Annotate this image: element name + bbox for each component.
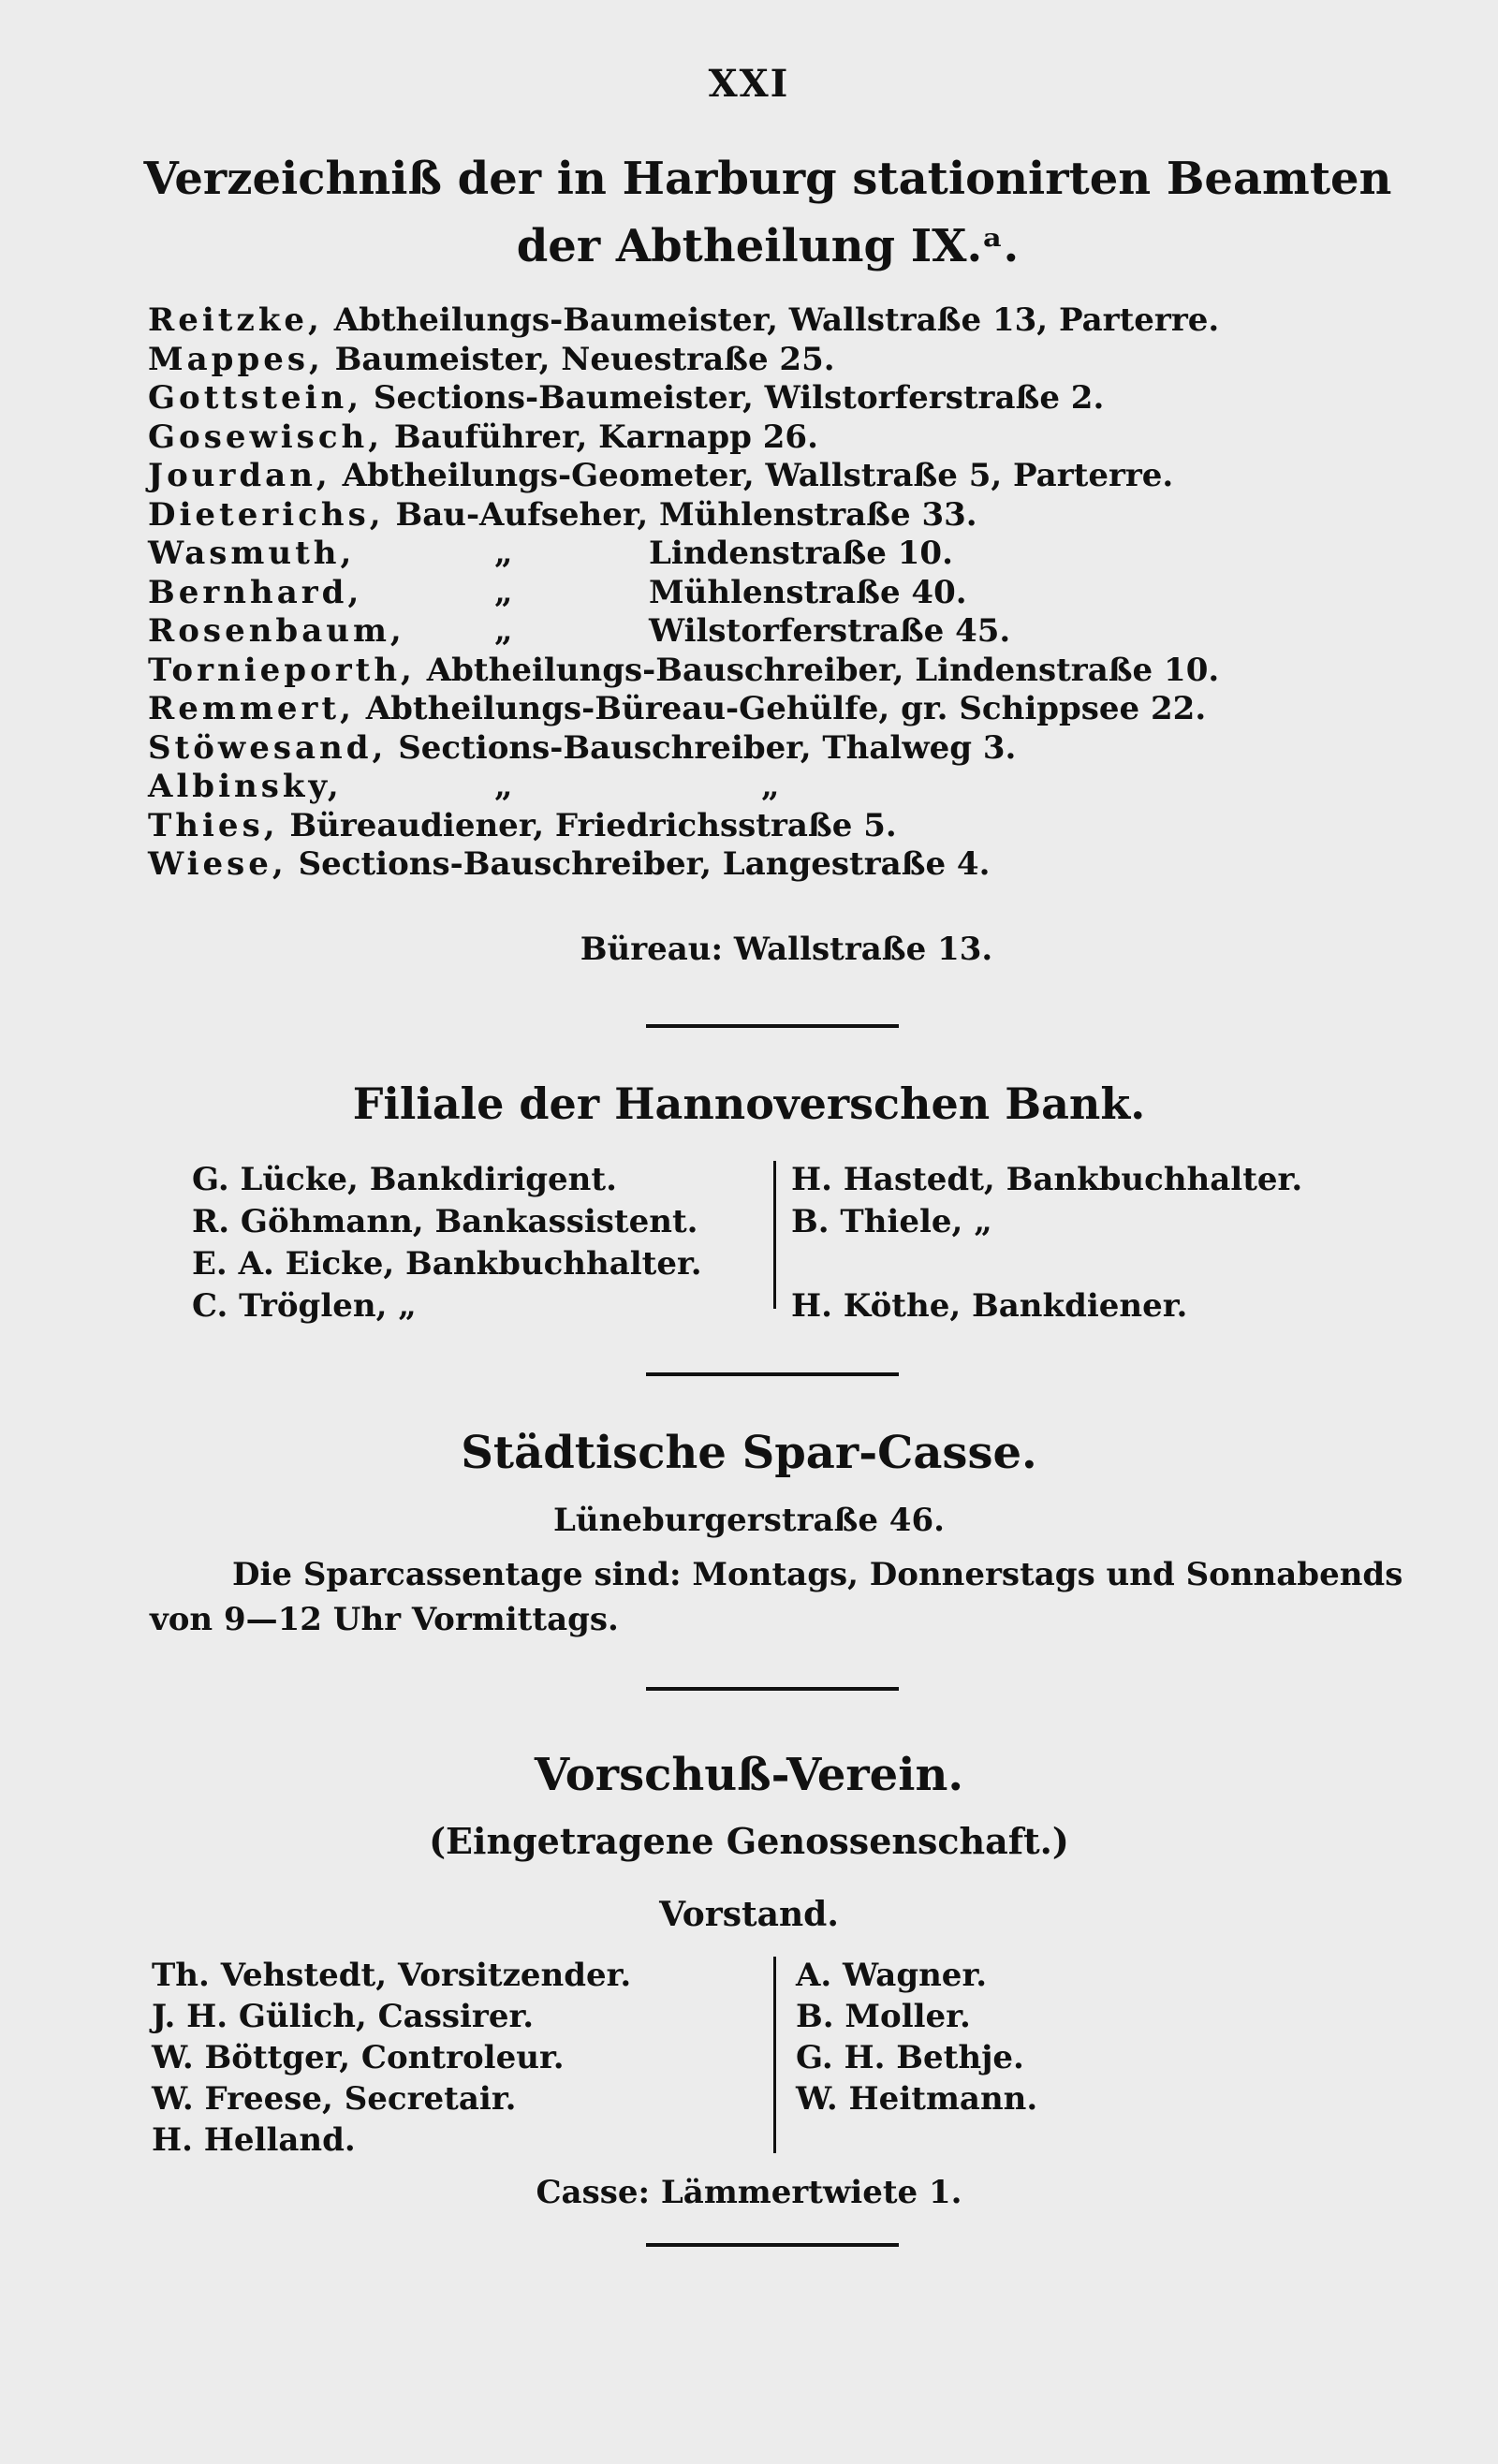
list-item	[148, 418, 1365, 458]
entry-name: Reitzke,	[148, 301, 323, 339]
section-subtitle-genossenschaft: (Eingetragene Genossenschaft.)	[429, 1820, 1069, 1862]
list-item	[192, 1201, 772, 1243]
member-name: Th. Vehstedt,	[152, 1957, 388, 1994]
section-title-vorschuss: Vorschuß-Verein.	[534, 1749, 964, 1801]
staff-name: C. Tröglen,	[192, 1287, 388, 1325]
entry-name: Jourdan,	[148, 457, 331, 494]
ditto-mark: „	[494, 535, 513, 572]
entry-name: Wiese,	[148, 845, 287, 883]
list-item	[148, 652, 1365, 691]
list-item	[152, 1955, 760, 1996]
staff-role: Bankbuchhalter.	[1006, 1161, 1303, 1198]
staff-role: Bankdiener.	[972, 1287, 1188, 1325]
section-title-bank: Filiale der Hannoverschen Bank.	[352, 1078, 1146, 1129]
list-item	[796, 2037, 1376, 2078]
entry-detail: Mühlenstraße 40.	[649, 573, 967, 611]
member-name: W. Freese,	[152, 2080, 333, 2118]
beamten-list	[148, 301, 1365, 885]
entry-detail: Sections-Baumeister, Wilstorferstraße 2.	[373, 379, 1105, 417]
entry-detail: Sections-Bauschreiber, Langestraße 4.	[298, 845, 991, 883]
divider	[646, 1024, 899, 1028]
staff-role: „	[974, 1203, 992, 1240]
bureau-address: Büreau: Wallstraße 13.	[580, 931, 993, 968]
list-item	[148, 341, 1365, 380]
entry-detail: Abtheilungs-Geometer, Wallstraße 5, Parterre.	[342, 457, 1174, 494]
staff-name: E. A. Eicke,	[192, 1245, 395, 1283]
entry-detail: „	[761, 768, 780, 805]
list-item	[148, 379, 1365, 418]
board-heading: Vorstand.	[659, 1895, 839, 1934]
staff-role: Bankdirigent.	[369, 1161, 617, 1198]
list-item	[796, 1996, 1376, 2037]
divider	[646, 2243, 899, 2247]
entry-detail: Abtheilungs-Büreau-Gehülfe, gr. Schippsee 22.	[365, 690, 1207, 727]
entry-name: Remmert,	[148, 690, 355, 727]
list-item	[791, 1243, 1372, 1285]
board-left	[152, 1955, 760, 2161]
entry-detail: Bau-Aufseher, Mühlenstraße 33.	[395, 495, 977, 534]
staff-name: H. Hastedt,	[791, 1161, 995, 1198]
member-name: B. Moller.	[796, 1998, 971, 2035]
list-item	[791, 1285, 1372, 1327]
member-role: Controleur.	[360, 2039, 565, 2076]
list-item	[148, 690, 1365, 729]
entry-name: Tornieporth,	[148, 651, 416, 689]
list-item	[791, 1201, 1372, 1243]
entry-detail: Sections-Bauschreiber, Thalweg 3.	[398, 728, 1017, 767]
member-role: Vorsitzender.	[397, 1957, 632, 1994]
entry-detail: Lindenstraße 10.	[649, 535, 953, 572]
ditto-mark: „	[494, 768, 513, 805]
list-item	[192, 1159, 772, 1201]
member-role: Secretair.	[344, 2080, 517, 2118]
list-item	[152, 2037, 760, 2078]
sparcasse-hours-line2: von 9—12 Uhr Vormittags.	[150, 1601, 619, 1638]
list-item	[192, 1243, 772, 1285]
member-name: H. Helland.	[152, 2121, 356, 2159]
sparcasse-address: Lüneburgerstraße 46.	[553, 1502, 945, 1539]
entry-name: Mappes,	[148, 340, 324, 378]
entry-detail: Baumeister, Neuestraße 25.	[334, 340, 835, 378]
entry-detail: Bauführer, Karnapp 26.	[393, 418, 818, 456]
column-divider	[773, 1957, 776, 2153]
list-item	[148, 845, 1365, 885]
entry-detail: Büreaudiener, Friedrichsstraße 5.	[289, 806, 897, 844]
entry-name: Gosewisch,	[148, 418, 384, 456]
list-item	[148, 301, 1365, 341]
entry-name: Gottstein,	[148, 379, 363, 417]
staff-name: H. Köthe,	[791, 1287, 962, 1325]
list-item	[148, 612, 1365, 652]
entry-detail: Abtheilungs-Bauschreiber, Lindenstraße 10.	[426, 651, 1220, 689]
entry-detail: Abtheilungs-Baumeister, Wallstraße 13, Parterre.	[333, 301, 1220, 339]
list-item	[148, 535, 1365, 574]
section-title-sparcasse: Städtische Spar-Casse.	[461, 1427, 1037, 1479]
sparcasse-hours-line1: Die Sparcassentage sind: Montags, Donnerstags und Sonnabends	[232, 1556, 1403, 1593]
section-subtitle-abtheilung: der Abtheilung IX.ᵃ.	[516, 220, 1020, 272]
staff-name: B. Thiele,	[791, 1203, 963, 1240]
staff-role: Bankassistent.	[434, 1203, 698, 1240]
board-right	[796, 1955, 1376, 2119]
staff-role: „	[398, 1287, 417, 1325]
list-item	[791, 1159, 1372, 1201]
list-item	[192, 1285, 772, 1327]
entry-name: Bernhard,	[148, 573, 363, 611]
entry-name: Albinsky,	[148, 768, 343, 805]
list-item	[796, 1955, 1376, 1996]
list-item	[148, 768, 1365, 807]
member-name: G. H. Bethje.	[796, 2039, 1024, 2076]
entry-name: Rosenbaum,	[148, 612, 405, 650]
member-role: Cassirer.	[377, 1998, 535, 2035]
list-item	[152, 2078, 760, 2119]
list-item	[148, 807, 1365, 846]
member-name: W. Heitmann.	[796, 2080, 1038, 2118]
bank-staff-left	[192, 1159, 772, 1327]
member-name: W. Böttger,	[152, 2039, 351, 2076]
staff-name: G. Lücke,	[192, 1161, 359, 1198]
list-item	[148, 496, 1365, 535]
entry-name: Thies,	[148, 806, 279, 844]
list-item	[152, 1996, 760, 2037]
entry-name: Stöwesand,	[148, 728, 388, 767]
list-item	[148, 457, 1365, 496]
ditto-mark: „	[494, 612, 513, 650]
entry-detail: Wilstorferstraße 45.	[649, 612, 1011, 650]
ditto-mark: „	[494, 573, 513, 611]
entry-name: Wasmuth,	[148, 535, 356, 572]
list-item	[152, 2119, 760, 2161]
list-item	[148, 574, 1365, 613]
staff-role: Bankbuchhalter.	[405, 1245, 702, 1283]
column-divider	[773, 1161, 776, 1309]
member-name: A. Wagner.	[796, 1957, 988, 1994]
casse-address: Casse: Lämmertwiete 1.	[536, 2174, 962, 2211]
section-title-beamten: Verzeichniß der in Harburg stationirten Beamten	[143, 153, 1392, 205]
divider	[646, 1687, 899, 1691]
list-item	[796, 2078, 1376, 2119]
staff-name: R. Göhmann,	[192, 1203, 424, 1240]
divider	[646, 1372, 899, 1376]
bank-staff-right	[791, 1159, 1372, 1327]
member-name: J. H. Gülich,	[152, 1998, 367, 2035]
entry-name: Dieterichs,	[148, 495, 385, 534]
page-number: XXI	[708, 62, 790, 106]
list-item	[148, 729, 1365, 769]
